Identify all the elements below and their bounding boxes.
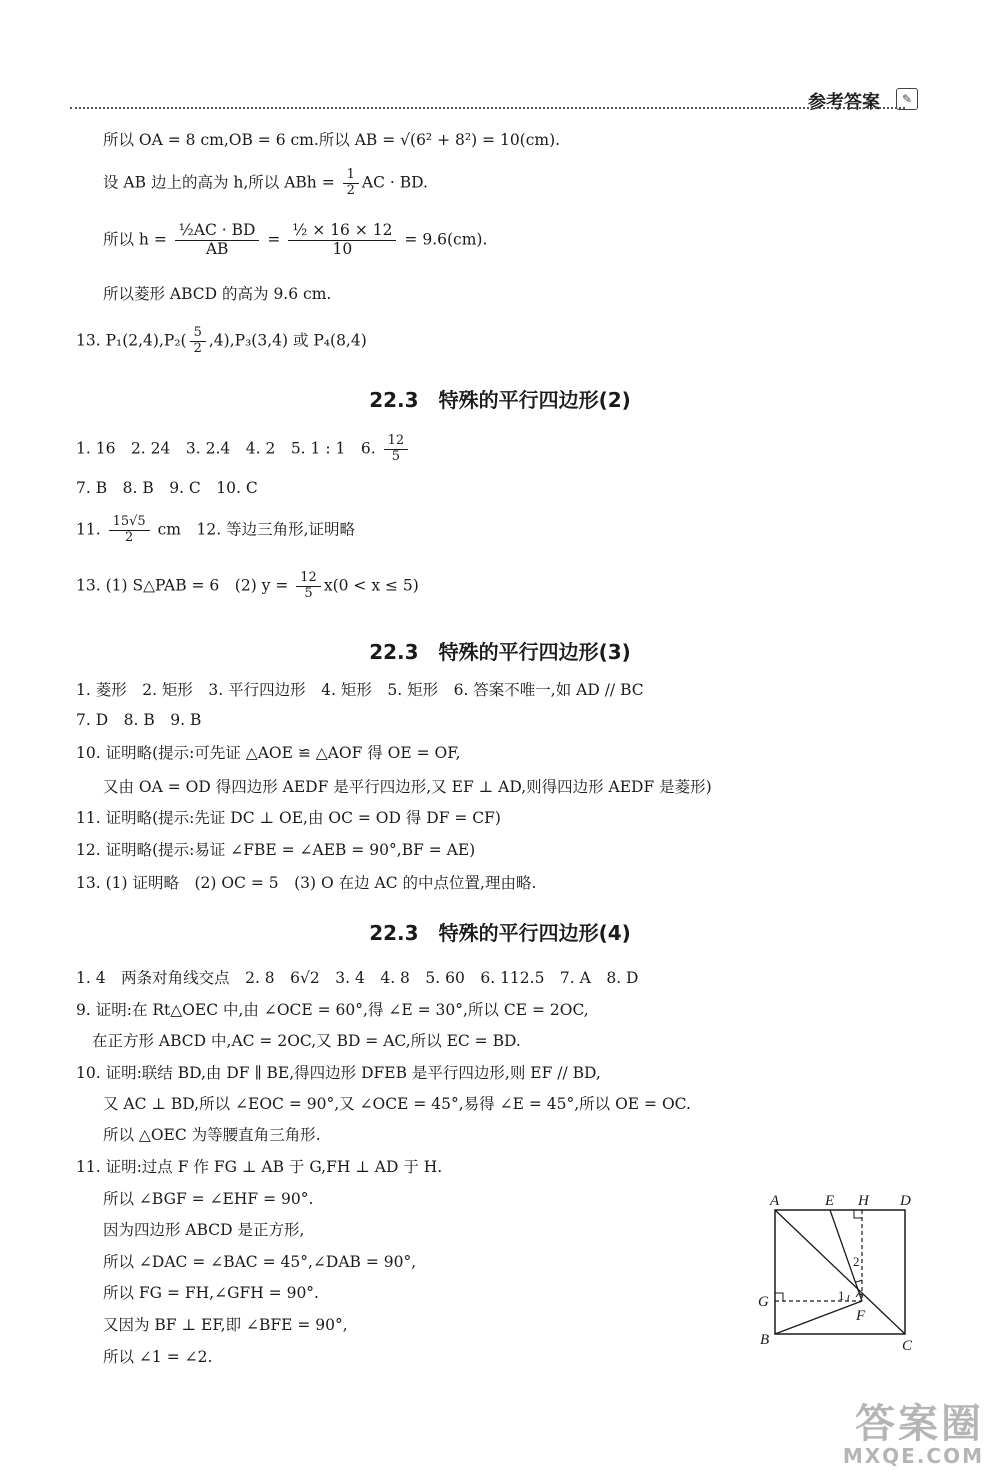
answer-line: 所以 ∠DAC = ∠BAC = 45°,∠DAB = 90°,	[103, 1253, 417, 1271]
answer-line	[76, 326, 367, 357]
denominator: 10	[332, 239, 353, 258]
answer-line: 1. 4 两条对角线交点 2. 8 6√2 3. 4 4. 8 5. 60 6. 112.5 7. A 8. D	[76, 969, 639, 987]
text-segment: = 9.6(cm).	[404, 230, 488, 249]
answer-line: 11. 证明略(提示:先证 DC ⊥ OE,由 OC = OD 得 DF = CF)	[76, 809, 501, 827]
angle-2-arc	[855, 1280, 862, 1282]
text-segment: AC · BD.	[361, 173, 428, 192]
header-divider	[70, 107, 905, 109]
answer-line	[76, 571, 419, 602]
answer-line	[103, 222, 487, 259]
fraction	[296, 571, 321, 602]
label-b: B	[760, 1332, 770, 1348]
label-h: H	[858, 1193, 869, 1209]
answer-line: 所以 OA = 8 cm,OB = 6 cm.所以 AB = √(6² + 8²) = 10(cm).	[103, 131, 561, 149]
right-angle-g	[775, 1293, 783, 1301]
numerator: 1	[343, 168, 359, 184]
answer-line: 7. D 8. B 9. B	[76, 711, 202, 729]
text-segment: ,4),P₃(3,4) 或 P₄(8,4)	[208, 331, 367, 350]
label-d: D	[900, 1193, 911, 1209]
answer-line: 所以菱形 ABCD 的高为 9.6 cm.	[103, 285, 332, 303]
answer-line: 12. 证明略(提示:易证 ∠FBE = ∠AEB = 90°,BF = AE)	[76, 841, 476, 859]
answer-line: 所以 FG = FH,∠GFH = 90°.	[103, 1284, 319, 1302]
numerator: 12	[296, 571, 321, 587]
fraction	[190, 326, 206, 357]
numerator: 5	[190, 326, 206, 342]
numerator: 15√5	[109, 515, 150, 531]
answer-line: 在正方形 ABCD 中,AC = 2OC,又 BD = AC,所以 EC = BD.	[92, 1032, 521, 1050]
label-e: E	[825, 1193, 835, 1209]
denominator: 2	[124, 529, 134, 545]
denominator: 2	[346, 182, 355, 198]
answer-line	[76, 515, 355, 546]
fraction	[288, 222, 396, 259]
numerator: ½ × 16 × 12	[288, 222, 396, 241]
answer-line	[103, 168, 428, 199]
answer-line: 又 AC ⊥ BD,所以 ∠EOC = 90°,又 ∠OCE = 45°,易得 ∠E = 45°,所以 OE = OC.	[103, 1095, 691, 1113]
watermark	[842, 1401, 984, 1468]
answer-line: 13. (1) 证明略 (2) OC = 5 (3) O 在边 AC 的中点位置,理由略.	[76, 874, 537, 892]
text-segment: 13. (1) S△PAB = 6 (2) y =	[76, 576, 294, 595]
answer-line: 所以 ∠1 = ∠2.	[103, 1348, 213, 1366]
angle-1-arc	[848, 1295, 849, 1301]
square-diagram	[750, 1190, 920, 1360]
text-segment: 1. 16 2. 24 3. 2.4 4. 2 5. 1 : 1 6.	[76, 439, 381, 458]
header-title: 参考答案	[808, 92, 880, 113]
denominator: AB	[205, 239, 229, 258]
text-segment: 设 AB 边上的高为 h,所以 ABh =	[103, 173, 340, 192]
fraction	[175, 222, 260, 259]
numerator: ½AC · BD	[175, 222, 260, 241]
label-c: C	[902, 1338, 913, 1354]
answer-line: 10. 证明略(提示:可先证 △AOE ≌ △AOF 得 OE = OF,	[76, 744, 461, 762]
fraction	[109, 515, 150, 546]
answer-line: 所以 △OEC 为等腰直角三角形.	[103, 1126, 321, 1144]
label-g: G	[758, 1294, 769, 1310]
answer-line: 11. 证明:过点 F 作 FG ⊥ AB 于 G,FH ⊥ AD 于 H.	[76, 1158, 443, 1176]
answer-line	[76, 434, 411, 465]
answer-line: 因为四边形 ABCD 是正方形,	[103, 1221, 305, 1239]
text-segment: 11.	[76, 520, 106, 539]
denominator: 5	[304, 585, 313, 601]
segment-bf	[775, 1301, 862, 1334]
leaf-icon: ✎	[896, 88, 918, 110]
answer-line: 又由 OA = OD 得四边形 AEDF 是平行四边形,又 EF ⊥ AD,则得四边形 AEDF 是菱形)	[103, 778, 712, 796]
text-segment: 所以 h =	[103, 230, 167, 249]
denominator: 5	[391, 448, 400, 464]
denominator: 2	[193, 340, 202, 356]
label-angle-1: 1	[838, 1288, 845, 1303]
answer-line: 10. 证明:联结 BD,由 DF ∥ BE,得四边形 DFEB 是平行四边形,则 EF // BD,	[76, 1064, 601, 1082]
fraction	[384, 434, 409, 465]
text-segment: 13. P₁(2,4),P₂(	[76, 331, 187, 350]
numerator: 12	[384, 434, 409, 450]
answer-line: 7. B 8. B 9. C 10. C	[76, 479, 258, 497]
answer-line: 1. 菱形 2. 矩形 3. 平行四边形 4. 矩形 5. 矩形 6. 答案不唯一,如 AD // BC	[76, 681, 644, 699]
text-segment: cm 12. 等边三角形,证明略	[152, 520, 355, 539]
fraction	[343, 168, 359, 199]
section-title: 22.3 特殊的平行四边形(2)	[369, 388, 631, 412]
answer-line: 又因为 BF ⊥ EF,即 ∠BFE = 90°,	[103, 1316, 348, 1334]
label-f: F	[856, 1308, 866, 1324]
answer-line: 所以 ∠BGF = ∠EHF = 90°.	[103, 1190, 314, 1208]
section-title: 22.3 特殊的平行四边形(3)	[369, 640, 631, 664]
text-segment: x(0 < x ≤ 5)	[323, 576, 419, 595]
diagonal-ac	[775, 1210, 905, 1334]
label-a: A	[770, 1193, 780, 1209]
watermark-text: 答案圈	[855, 1401, 984, 1447]
label-angle-2: 2	[853, 1254, 860, 1269]
equals-sign: =	[267, 230, 281, 249]
watermark-url: MXQE.COM	[842, 1444, 984, 1468]
section-title: 22.3 特殊的平行四边形(4)	[369, 921, 631, 945]
right-angle-h	[854, 1210, 862, 1218]
answer-line: 9. 证明:在 Rt△OEC 中,由 ∠OCE = 60°,得 ∠E = 30°,所以 CE = 2OC,	[76, 1001, 589, 1019]
